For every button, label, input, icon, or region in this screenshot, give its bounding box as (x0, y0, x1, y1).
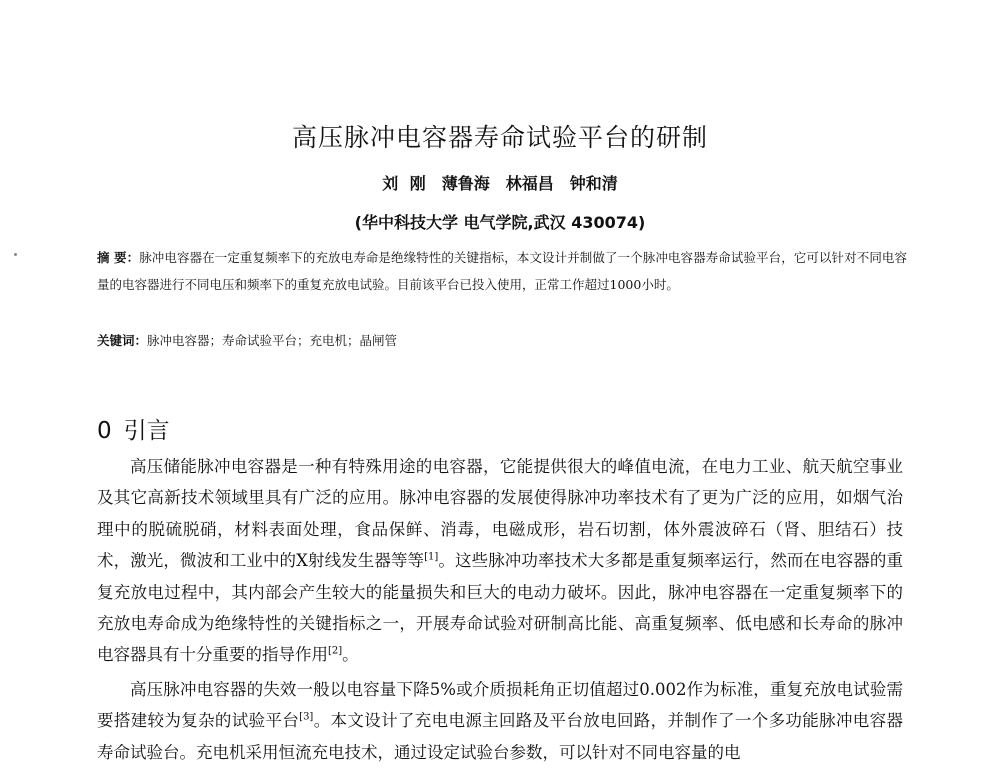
paper-title: 高压脉冲电容器寿命试验平台的研制 (291, 123, 708, 152)
citation: [3] (299, 711, 314, 723)
paragraph (97, 451, 903, 671)
section-title: 引言 (123, 418, 170, 444)
abstract-label: 摘 要： (97, 250, 140, 265)
paragraph (97, 674, 903, 768)
keywords-text: 脉冲电容器；寿命试验平台；充电机；晶闸管 (147, 333, 398, 348)
paragraph-text: 。本文设计了充电电源主回路及平台放电回路，并制作了一个多功能脉冲电容器寿命试验台。充电机采用恒流充电技术，通过设定试验台参数，可以针对不同电容量的电 (97, 711, 904, 762)
keywords-label: 关键词： (97, 333, 148, 348)
abstract-text: 脉冲电容器在一定重复频率下的充放电寿命是绝缘特性的关键指标，本文设计并制做了一个脉冲电容器寿命试验平台，它可以针对不同电容量的电容器进行不同电压和频率下的重复充放电试验。目前该平台已投入使用，正常工作超过1000小时。 (97, 250, 907, 292)
section-number: 0 (97, 418, 112, 444)
paragraph-text: 高压脉冲电容器的失效一般以电容量下降5%或介质损耗角正切值超过0.002作为标准，重复充放电试验需要搭建较为复杂的试验平台 (97, 679, 903, 731)
section-heading (97, 412, 170, 445)
keywords (97, 330, 907, 352)
abstract (97, 244, 907, 298)
paragraph-text: 。 (342, 645, 359, 665)
citation: [1] (424, 551, 439, 563)
citation: [2] (328, 645, 343, 657)
body-text (97, 451, 903, 771)
paragraph-text: 高压储能脉冲电容器是一种有特殊用途的电容器，它能提供很大的峰值电流，在电力工业、航天航空事业及其它高新技术领域里具有广泛的应用。脉冲电容器的发展使得脉冲功率技术有了更为广泛的应用，如烟气治理中的脱硫脱硝，材料表面处理，食品保鲜、消毒，电磁成形，岩石切割，体外震波碎石（肾、胆结石）技术，激光，微波和工业中的X射线发生器等等 (97, 457, 903, 571)
paragraph-text: 。这些脉冲功率技术大多都是重复频率运行，然而在电容器的重复充放电过程中，其内部会产生较大的能量损失和巨大的电动力破坏。因此，脉冲电容器在一定重复频率下的充放电寿命成为绝缘特性的关键指标之一，开展寿命试验对研制高比能、高重复频率、低电感和长寿命的脉冲电容器具有十分重要的指导作用 (97, 551, 903, 665)
author-list: 刘 刚 薄鲁海 林福昌 钟和清 (382, 174, 618, 193)
affiliation: (华中科技大学 电气学院,武汉 430074) (354, 213, 646, 232)
scan-dot (14, 253, 17, 256)
